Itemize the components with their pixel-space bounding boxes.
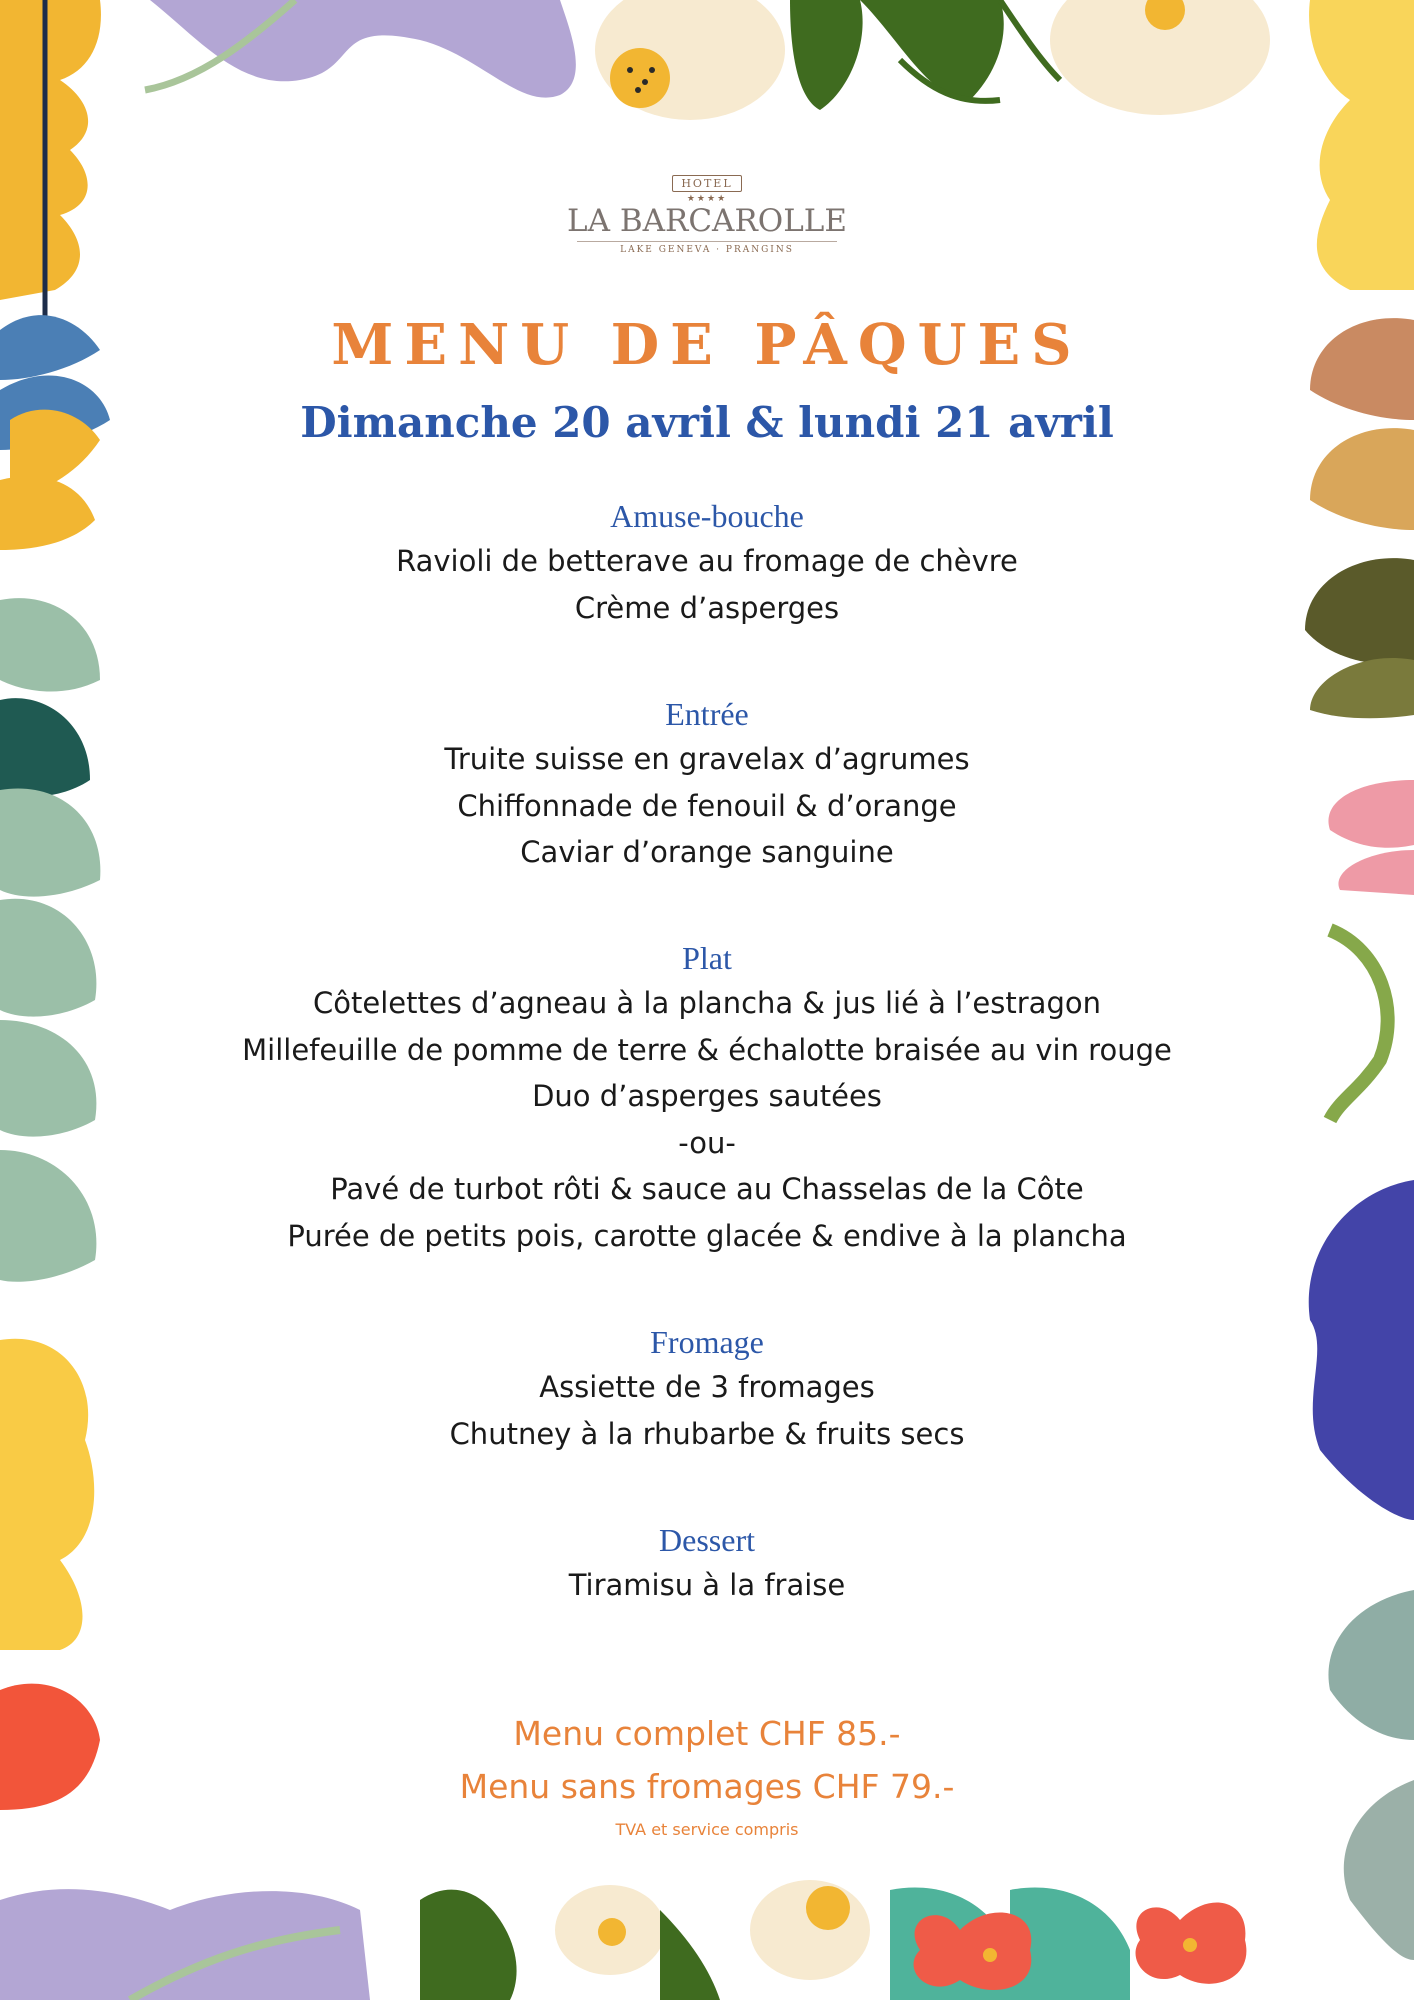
price-note: TVA et service compris: [615, 1820, 799, 1839]
menu-item: Millefeuille de pomme de terre & échalotte braisée au vin rouge: [242, 1032, 1172, 1067]
section-heading: Entrée: [665, 696, 749, 732]
menu-item: Chiffonnade de fenouil & d’orange: [457, 788, 957, 823]
section-entree: [0, 692, 1414, 876]
menu-item: Côtelettes d’agneau à la plancha & jus lié à l’estragon: [313, 986, 1101, 1020]
menu-item: Pavé de turbot rôti & sauce au Chasselas de la Côte: [330, 1172, 1084, 1206]
section-heading: Fromage: [650, 1324, 764, 1360]
section-heading: Plat: [682, 940, 732, 976]
menu-separator-ou: -ou-: [678, 1125, 736, 1160]
section-amuse-bouche: [0, 494, 1414, 631]
menu-item: Assiette de 3 fromages: [539, 1370, 875, 1404]
price-full-menu: Menu complet CHF 85.-: [513, 1714, 901, 1753]
menu-title: MENU DE PÂQUES: [331, 312, 1083, 378]
logo-subtitle: LAKE GENEVA · PRANGINS: [577, 241, 837, 255]
logo-hotel-label: HOTEL: [672, 175, 741, 192]
logo-name: LA BARCAROLLE: [567, 203, 847, 239]
section-plat: [0, 936, 1414, 1259]
menu-item: Crème d’asperges: [574, 590, 840, 625]
section-heading: Amuse-bouche: [610, 498, 804, 534]
menu-item: Tiramisu à la fraise: [568, 1568, 846, 1602]
price-no-cheese: Menu sans fromages CHF 79.-: [459, 1767, 955, 1806]
section-fromage: [0, 1320, 1414, 1457]
menu-item: Caviar d’orange sanguine: [520, 835, 894, 869]
section-heading: Dessert: [659, 1522, 755, 1558]
menu-dates: Dimanche 20 avril & lundi 21 avril: [300, 398, 1114, 447]
menu-item: Duo d’asperges sautées: [532, 1079, 882, 1113]
hotel-logo: [557, 172, 857, 262]
logo-stars: ★★★★: [686, 194, 728, 204]
section-dessert: [0, 1518, 1414, 1609]
menu-item: Ravioli de betterave au fromage de chèvre: [396, 544, 1018, 578]
menu-item: Purée de petits pois, carotte glacée & endive à la plancha: [287, 1218, 1127, 1253]
menu-item: Truite suisse en gravelax d’agrumes: [444, 742, 970, 776]
menu-item: Chutney à la rhubarbe & fruits secs: [449, 1416, 965, 1451]
